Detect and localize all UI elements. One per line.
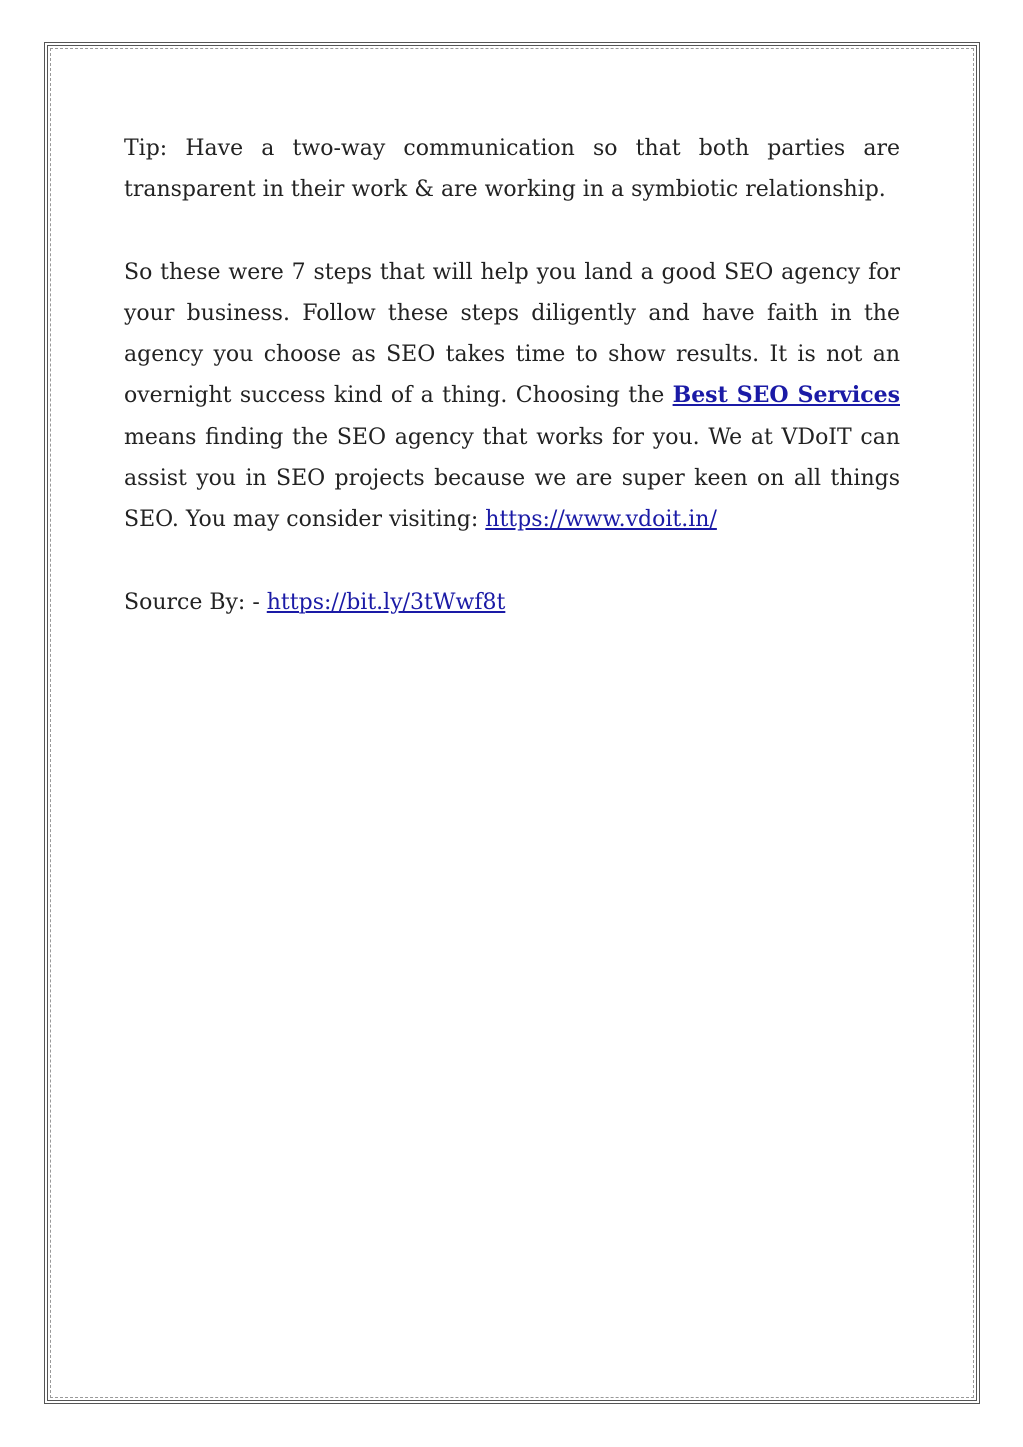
- summary-paragraph: [124, 252, 900, 541]
- vdoit-website-link[interactable]: https://www.vdoit.in/: [485, 507, 717, 533]
- source-link[interactable]: https://bit.ly/3tWwf8t: [266, 589, 506, 615]
- summary-text-middle: means finding the SEO agency that works for you. We at VDoIT can assist you in SEO projects because we are super keen on all things SEO. You may consider visiting:: [124, 424, 900, 533]
- source-label: Source By: -: [124, 589, 267, 615]
- best-seo-services-link[interactable]: Best SEO Services: [672, 382, 900, 409]
- summary-text-start: So these were 7 steps that will help you land a good SEO agency for your business. Follow these steps diligently and have faith in the agency you choose as SEO takes time to show results. It is not an overnight success kind of a thing. Choosing the: [124, 259, 900, 409]
- source-paragraph: [124, 582, 900, 623]
- document-body: [124, 128, 900, 664]
- tip-paragraph: Tip: Have a two-way communication so that both parties are transparent in their work & are working in a symbiotic relationship.: [124, 136, 900, 203]
